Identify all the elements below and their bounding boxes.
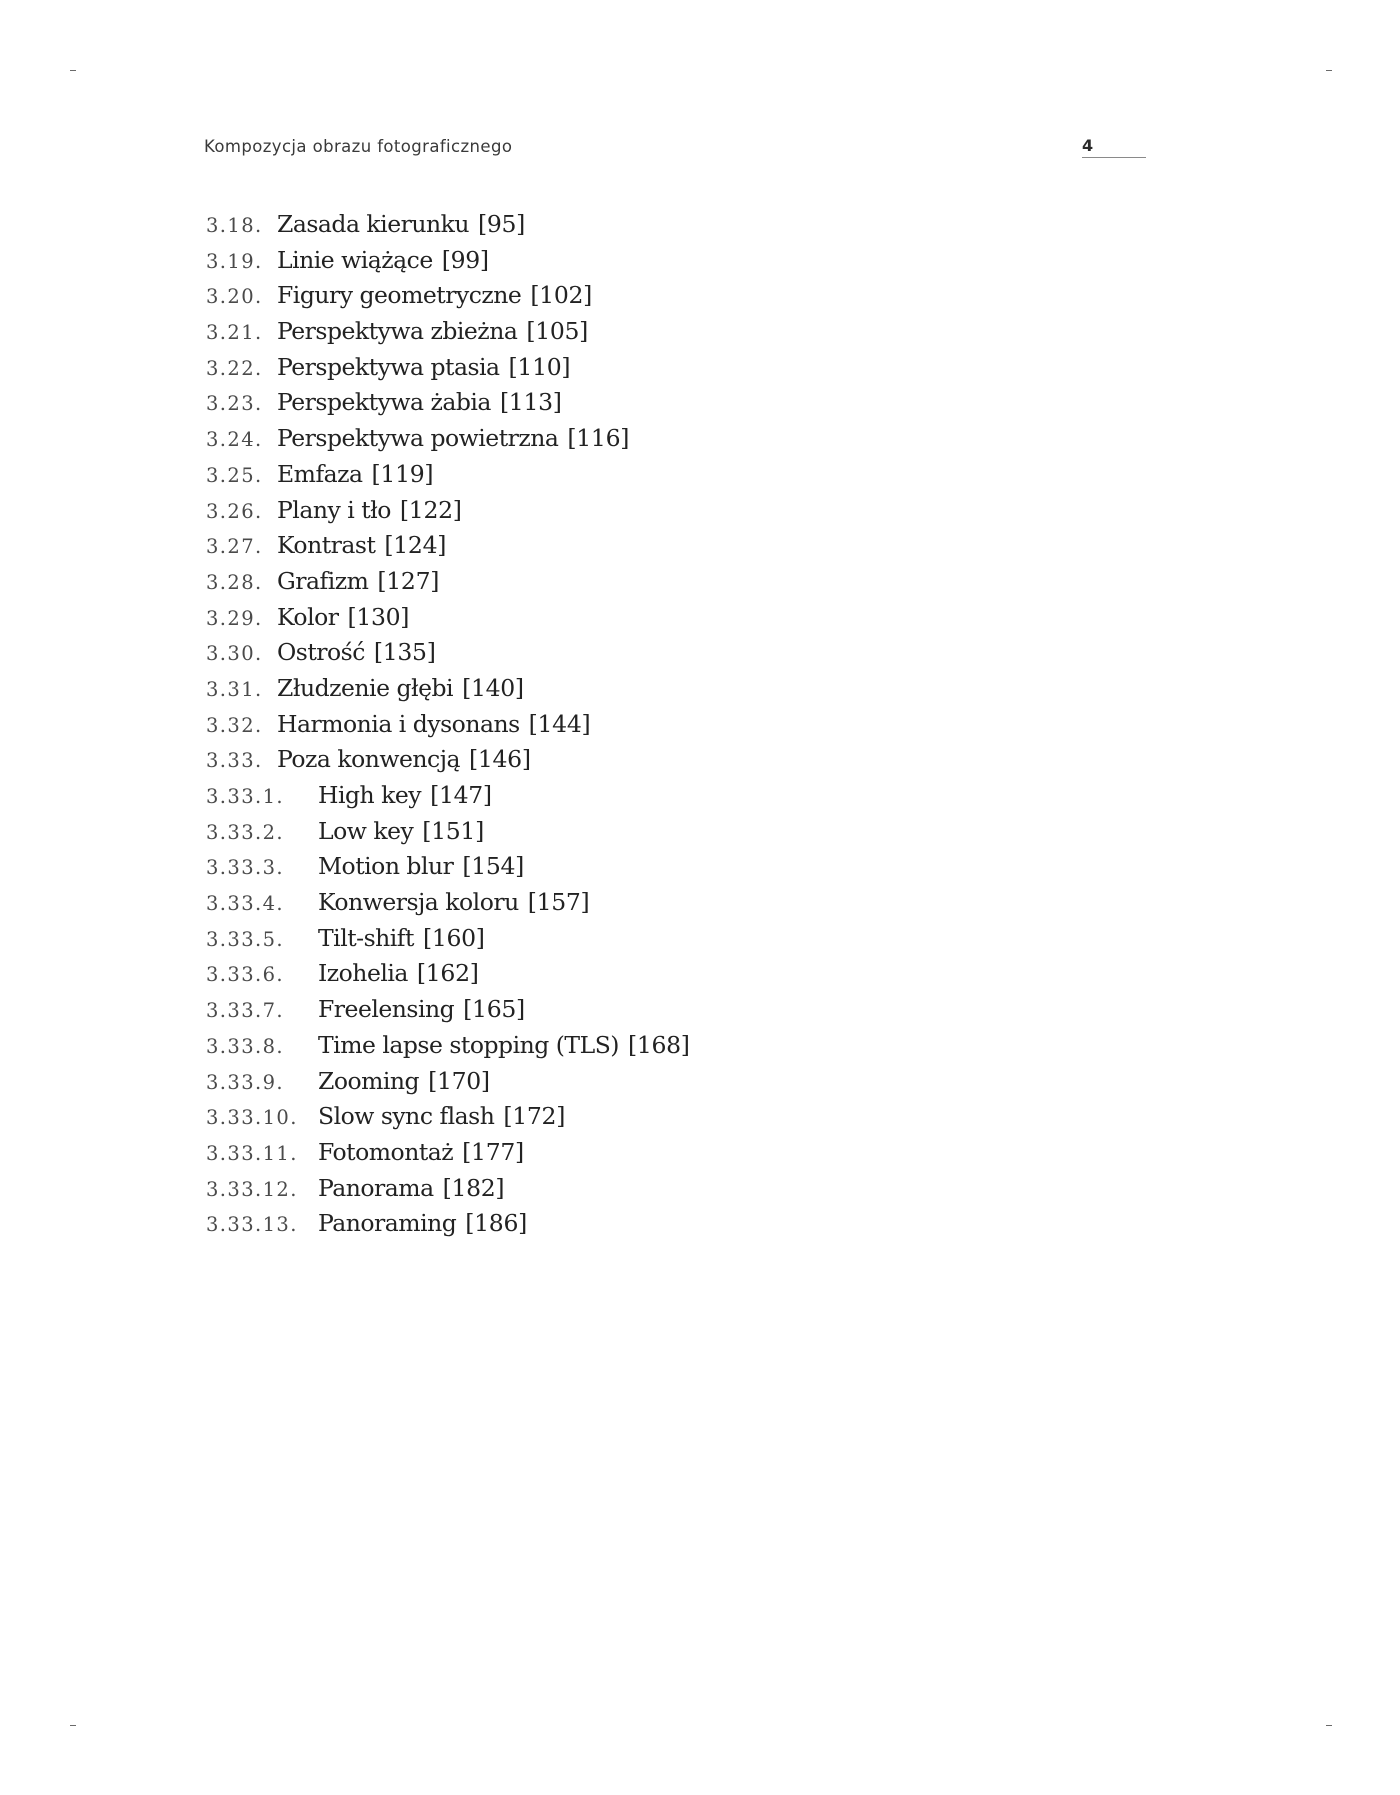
toc-entry-page: [116] bbox=[567, 424, 630, 453]
toc-entry-page: [122] bbox=[399, 495, 462, 524]
toc-subentry bbox=[206, 817, 690, 853]
toc-entry-title: Perspektywa powietrzna bbox=[277, 424, 559, 453]
toc-entry-title: Fotomontaż bbox=[318, 1137, 454, 1166]
toc-entry-number: 3.28. bbox=[206, 570, 263, 594]
crop-mark-top-left bbox=[70, 70, 76, 71]
toc-entry-title: Linie wiążące bbox=[277, 245, 433, 274]
toc-entry-page: [186] bbox=[465, 1209, 527, 1238]
toc-entry-title: Grafizm bbox=[277, 566, 369, 595]
toc-entry-number: 3.33.1. bbox=[206, 785, 285, 808]
toc-entry-number: 3.32. bbox=[206, 713, 263, 737]
toc-entry bbox=[206, 638, 690, 674]
page-number-rule bbox=[1082, 157, 1146, 158]
toc-entry bbox=[206, 317, 690, 353]
toc-entry bbox=[206, 388, 690, 424]
toc-entry bbox=[206, 210, 690, 246]
toc-entry bbox=[206, 531, 690, 567]
toc-entry-number: 3.23. bbox=[206, 392, 263, 416]
toc-entry-page: [110] bbox=[508, 352, 571, 381]
toc-entry-title: Złudzenie głębi bbox=[277, 673, 454, 702]
toc-entry-number: 3.33.4. bbox=[206, 892, 285, 916]
toc-entry-number: 3.33.11. bbox=[206, 1141, 298, 1165]
toc-entry-title: Zasada kierunku bbox=[277, 210, 469, 238]
toc-entry-page: [135] bbox=[373, 638, 436, 667]
toc-entry-title: Freelensing bbox=[318, 995, 455, 1024]
toc-entry-title: Perspektywa ptasia bbox=[277, 352, 500, 381]
toc-entry-page: [140] bbox=[462, 673, 524, 702]
toc-subentry bbox=[206, 1209, 690, 1245]
toc-entry-page: [102] bbox=[530, 281, 593, 310]
toc-entry-number: 3.33. bbox=[206, 749, 263, 773]
toc-entry-page: [182] bbox=[442, 1173, 505, 1202]
toc-entry-number: 3.22. bbox=[206, 356, 263, 380]
toc-entry-number: 3.33.3. bbox=[206, 856, 285, 880]
toc-entry-number: 3.30. bbox=[206, 642, 263, 666]
toc-entry bbox=[206, 674, 690, 710]
toc-entry-title: Low key bbox=[318, 816, 414, 845]
toc-entry-page: [177] bbox=[462, 1137, 524, 1166]
toc-entry-page: [147] bbox=[430, 781, 492, 809]
crop-mark-bottom-right bbox=[1326, 1725, 1332, 1726]
toc-entry bbox=[206, 281, 690, 317]
toc-subentry bbox=[206, 1102, 690, 1138]
toc-entry-page: [105] bbox=[526, 317, 589, 346]
toc-entry bbox=[206, 496, 690, 532]
toc-entry-title: Tilt-shift bbox=[318, 923, 414, 952]
toc-entry-number: 3.20. bbox=[206, 285, 263, 309]
toc-entry-title: Motion blur bbox=[318, 852, 454, 881]
toc-entry-page: [146] bbox=[469, 745, 531, 774]
running-head-title: Kompozycja obrazu fotograficznego bbox=[204, 137, 513, 156]
page-number: 4 bbox=[1082, 136, 1094, 155]
toc-entry-number: 3.33.5. bbox=[206, 927, 285, 951]
toc-entry bbox=[206, 353, 690, 389]
toc-entry-page: [124] bbox=[384, 531, 447, 560]
toc-entry-title: Panorama bbox=[318, 1173, 434, 1202]
toc-entry-page: [119] bbox=[371, 459, 434, 488]
toc-entry-page: [154] bbox=[462, 852, 525, 881]
toc-entry-title: Time lapse stopping (TLS) bbox=[318, 1030, 619, 1059]
toc-entry bbox=[206, 603, 690, 639]
toc-entry bbox=[206, 745, 690, 781]
toc-entry-title: Perspektywa żabia bbox=[277, 388, 491, 417]
table-of-contents bbox=[206, 210, 690, 1245]
toc-entry-title: Izohelia bbox=[318, 959, 408, 988]
crop-mark-top-right bbox=[1326, 70, 1332, 71]
toc-entry-page: [95] bbox=[477, 210, 526, 238]
toc-entry-title: Kolor bbox=[277, 602, 339, 631]
toc-subentry bbox=[206, 995, 690, 1031]
toc-subentry bbox=[206, 888, 690, 924]
toc-entry-page: [99] bbox=[441, 245, 489, 274]
toc-entry-number: 3.33.7. bbox=[206, 999, 285, 1023]
toc-entry-title: Figury geometryczne bbox=[277, 281, 522, 310]
toc-entry-title: Harmonia i dysonans bbox=[277, 709, 520, 738]
toc-entry-title: Konwersja koloru bbox=[318, 888, 519, 917]
toc-entry-page: [127] bbox=[377, 566, 440, 595]
toc-subentry bbox=[206, 852, 690, 888]
toc-entry-number: 3.29. bbox=[206, 606, 263, 630]
toc-entry-number: 3.18. bbox=[206, 214, 263, 237]
toc-subentry bbox=[206, 1174, 690, 1210]
toc-entry bbox=[206, 246, 690, 282]
toc-entry-number: 3.33.2. bbox=[206, 820, 285, 844]
toc-entry-number: 3.33.13. bbox=[206, 1213, 298, 1237]
toc-entry-page: [113] bbox=[499, 388, 562, 417]
toc-entry-title: Panoraming bbox=[318, 1209, 457, 1238]
toc-entry-title: Poza konwencją bbox=[277, 745, 461, 774]
crop-mark-bottom-left bbox=[70, 1725, 76, 1726]
toc-entry-number: 3.31. bbox=[206, 677, 263, 701]
toc-entry-title: Kontrast bbox=[277, 531, 376, 560]
toc-entry-page: [144] bbox=[528, 709, 591, 738]
toc-entry-number: 3.24. bbox=[206, 428, 263, 452]
toc-subentry bbox=[206, 924, 690, 960]
toc-entry-page: [151] bbox=[422, 816, 484, 845]
toc-entry-page: [162] bbox=[416, 959, 479, 988]
toc-entry bbox=[206, 424, 690, 460]
toc-entry-number: 3.33.6. bbox=[206, 963, 285, 987]
toc-entry-page: [172] bbox=[503, 1102, 566, 1131]
toc-subentry bbox=[206, 1067, 690, 1103]
toc-entry-page: [160] bbox=[422, 923, 485, 952]
toc-subentry bbox=[206, 781, 690, 817]
toc-entry bbox=[206, 567, 690, 603]
toc-entry-number: 3.33.10. bbox=[206, 1106, 298, 1130]
toc-entry-number: 3.21. bbox=[206, 321, 263, 345]
toc-entry-title: High key bbox=[318, 781, 422, 809]
toc-entry-title: Ostrość bbox=[277, 638, 365, 667]
toc-entry-page: [168] bbox=[627, 1030, 690, 1059]
toc-entry bbox=[206, 710, 690, 746]
toc-entry-page: [130] bbox=[347, 602, 410, 631]
toc-entry-number: 3.19. bbox=[206, 249, 263, 273]
toc-entry-title: Perspektywa zbieżna bbox=[277, 317, 518, 346]
toc-entry-number: 3.25. bbox=[206, 463, 263, 487]
toc-entry bbox=[206, 460, 690, 496]
toc-entry-title: Zooming bbox=[318, 1066, 420, 1095]
toc-entry-page: [170] bbox=[428, 1066, 490, 1095]
toc-entry-number: 3.27. bbox=[206, 535, 263, 559]
toc-entry-title: Slow sync flash bbox=[318, 1102, 495, 1131]
toc-subentry bbox=[206, 1031, 690, 1067]
toc-entry-number: 3.33.12. bbox=[206, 1177, 298, 1201]
toc-entry-page: [157] bbox=[527, 888, 590, 917]
toc-subentry bbox=[206, 1138, 690, 1174]
toc-subentry bbox=[206, 959, 690, 995]
toc-entry-number: 3.26. bbox=[206, 499, 263, 523]
toc-entry-title: Plany i tło bbox=[277, 495, 391, 524]
toc-entry-page: [165] bbox=[463, 995, 525, 1024]
page-number-block bbox=[1082, 136, 1146, 160]
toc-entry-number: 3.33.8. bbox=[206, 1034, 285, 1058]
toc-entry-title: Emfaza bbox=[277, 459, 363, 488]
toc-entry-number: 3.33.9. bbox=[206, 1070, 285, 1094]
